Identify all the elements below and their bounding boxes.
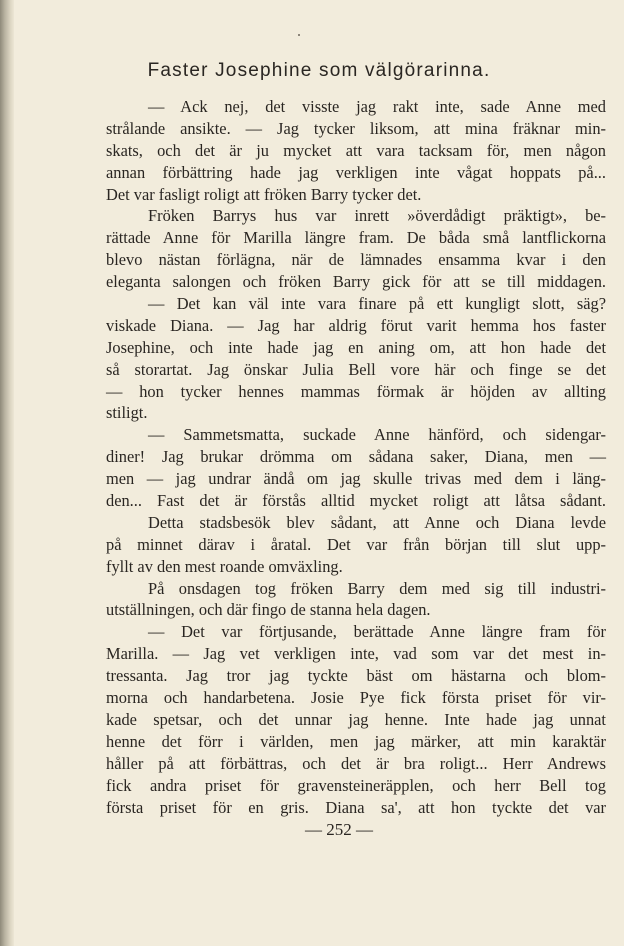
text-line: blevo nästan förlägna, när de lämnades ensamma kvar i den [106,250,606,270]
text-line: Det var fasligt roligt att fröken Barry tycker det. [106,184,422,204]
text-line: På onsdagen tog fröken Barry dem med sig till industri- [148,578,606,598]
text-line: håller på att förbättras, och det är bra roligt... Herr Andrews [106,753,606,773]
text-line: utställningen, och där fingo de stanna hela dagen. [106,600,431,620]
book-spine-shadow [0,0,14,946]
text-line: — Sammetsmatta, suckade Anne hänförd, och sidengar- [148,425,606,445]
text-line: skats, och det är ju mycket att vara tacksam för, men någon [106,140,606,160]
text-line: Josephine, och inte hade jag en aning om, att hon hade det [106,337,606,357]
page-number: — 252 — [305,820,373,839]
text-line: henne det förr i världen, men jag märker, att min karaktär [106,731,606,751]
text-line: eleganta salongen och fröken Barry gick för att se till middagen. [106,272,606,292]
body-text [106,96,606,818]
text-line: första priset för en gris. Diana sa', att hon tyckte det var [106,797,606,817]
text-line: så storartat. Jag önskar Julia Bell vore här och finge se det [106,359,606,379]
text-line: Fröken Barrys hus var inrett »överdådigt präktigt», be- [148,206,606,226]
paper-speck [298,34,300,36]
text-line: morna och handarbetena. Josie Pye fick första priset för vir- [106,688,606,708]
text-line: Detta stadsbesök blev sådant, att Anne och Diana levde [148,512,606,532]
text-line: — Ack nej, det visste jag rakt inte, sade Anne med [148,97,606,116]
text-line: — Det kan väl inte vara finare på ett kungligt slott, säg? [148,294,606,314]
text-line: diner! Jag brukar drömma om sådana saker, Diana, men — [106,447,606,467]
text-line: viskade Diana. — Jag har aldrig förut varit hemma hos faster [106,315,606,335]
text-line: — hon tycker hennes mammas förmak är höjden av allting [106,381,606,401]
text-line: på minnet därav i åratal. Det var från början till slut upp- [106,534,606,554]
text-line: fick andra priset för gravensteineräpplen, och herr Bell tog [106,775,606,795]
text-line: — Det var förtjusande, berättade Anne längre fram för [148,622,606,642]
text-line: strålande ansikte. — Jag tycker liksom, att mina fräknar min- [106,118,606,138]
text-line: tressanta. Jag tror jag tyckte bäst om hästarna och blom- [106,666,606,686]
text-line: den... Fast det är förstås alltid mycket roligt att låtsa sådant. [106,491,606,511]
book-page [14,0,624,946]
text-line: fyllt av den mest roande omväxling. [106,556,343,576]
text-line: stiligt. [106,403,148,423]
text-line: kade spetsar, och det unnar jag henne. Inte hade jag unnat [106,709,606,729]
text-line: men — jag undrar ändå om jag skulle trivas med dem i läng- [106,469,606,489]
text-line: annan förbättring hade jag verkligen inte vågat hoppats på... [106,162,606,182]
running-header: Faster Josephine som välgörarinna. [147,60,491,81]
text-line: Marilla. — Jag vet verkligen inte, vad som var det mest in- [106,644,606,664]
text-line: rättade Anne för Marilla längre fram. De båda små lantflickorna [106,228,606,248]
